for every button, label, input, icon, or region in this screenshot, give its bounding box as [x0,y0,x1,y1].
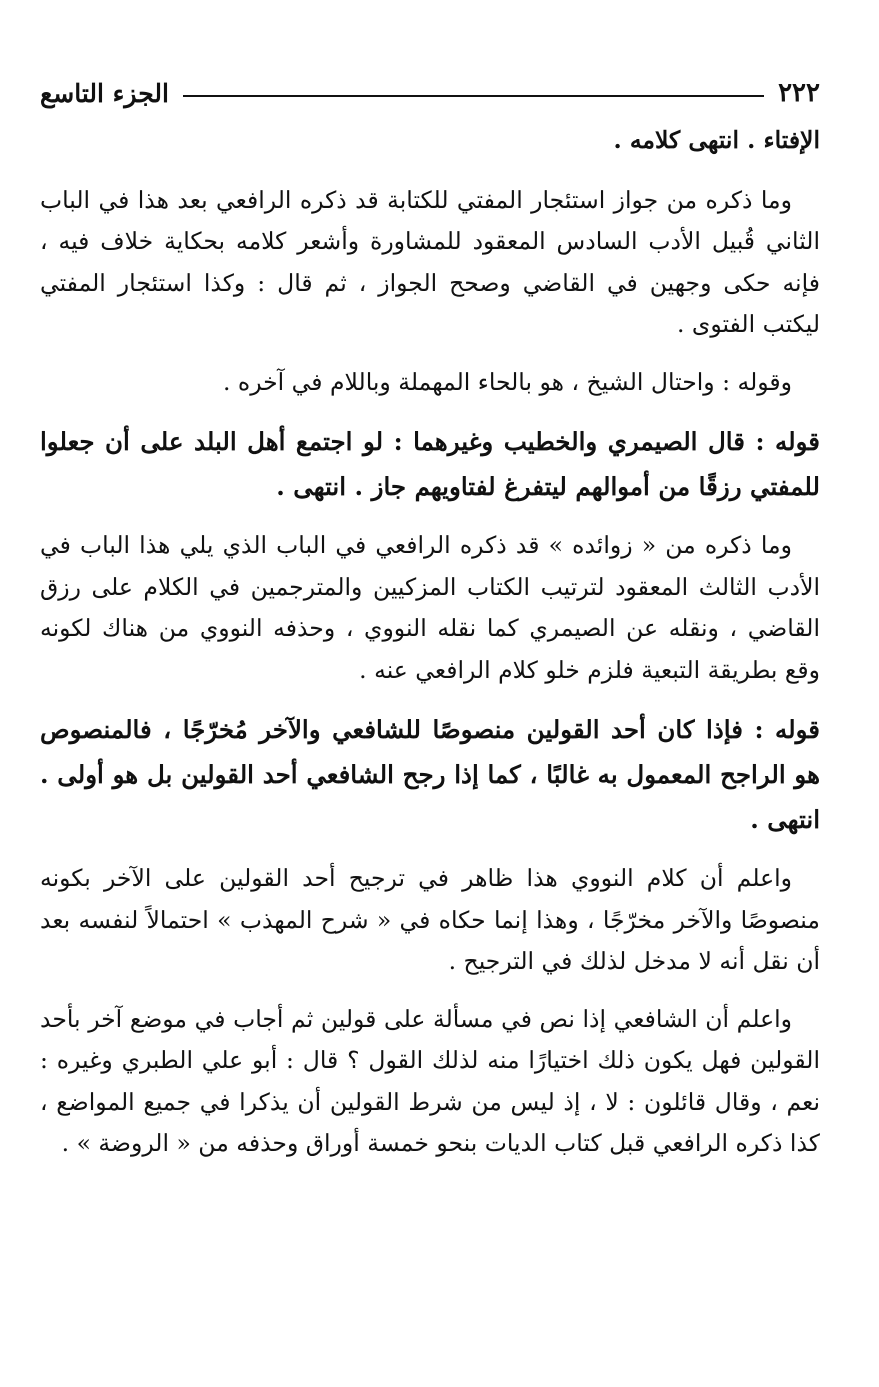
paragraph-lead: الإفتاء . انتهى كلامه . [613,126,820,154]
page-header [40,70,820,116]
paragraph: وقوله : واحتال الشيخ ، هو بالحاء المهملة وباللام في آخره . [222,367,792,396]
running-title: الجزء التاسع [40,78,169,108]
book-page [40,70,820,1181]
page-number: ٢٢٢ [778,78,820,108]
quoted-paragraph: قوله : قال الصيمري والخطيب وغيرهما : لو اجتمع أهل البلد على أن جعلوا للمفتي رزقًا من أموالهم ليتفرغ لفتاويهم جاز . انتهى . [40,427,820,501]
header-rule [183,95,764,97]
paragraph: واعلم أن كلام النووي هذا ظاهر في ترجيح أحد القولين على الآخر بكونه منصوصًا والآخر مخرّجًا ، وهذا إنما حكاه في « شرح المهذب » احتمالاً لنفسه بعد أن نقل أنه لا مدخل لذلك في الترجيح . [40,864,820,975]
paragraph: وما ذكره من « زوائده » قد ذكره الرافعي في الباب الذي يلي هذا الباب في الأدب الثالث المعقود لترتيب الكتاب المزكيين والمترجمين في الكلام على رزق القاضي ، ونقله عن الصيمري كما نقله النووي ، وحذفه النووي من هناك لكونه وقع بطريقة التبعية فلزم خلو كلام الرافعي عنه . [40,531,820,684]
paragraph: واعلم أن الشافعي إذا نص في مسألة على قولين ثم أجاب في موضع آخر بأحد القولين فهل يكون ذلك اختيارًا منه لذلك القول ؟ قال : أبو علي الطبري وغيره : نعم ، وقال قائلون : لا ، إذ ليس من شرط القولين أن يذكرا في جميع المواضع ، كذا ذكره الرافعي قبل كتاب الديات بنحو خمسة أوراق وحذفه من « الروضة » . [40,1004,820,1157]
quoted-paragraph: قوله : فإذا كان أحد القولين منصوصًا للشافعي والآخر مُخرّجًا ، فالمنصوص هو الراجح المعمول به غالبًا ، كما إذا رجح الشافعي أحد القولين بل هو أولى . انتهى . [40,715,820,834]
paragraph: وما ذكره من جواز استئجار المفتي للكتابة قد ذكره الرافعي بعد هذا في الباب الثاني قُبيل الأدب السادس المعقود للمشاورة وأشعر كلامه بحكاية خلاف فيه ، فإنه حكى وجهين في القاضي وصحح الجواز ، ثم قال : وكذا استئجار المفتي ليكتب الفتوى . [40,185,820,338]
